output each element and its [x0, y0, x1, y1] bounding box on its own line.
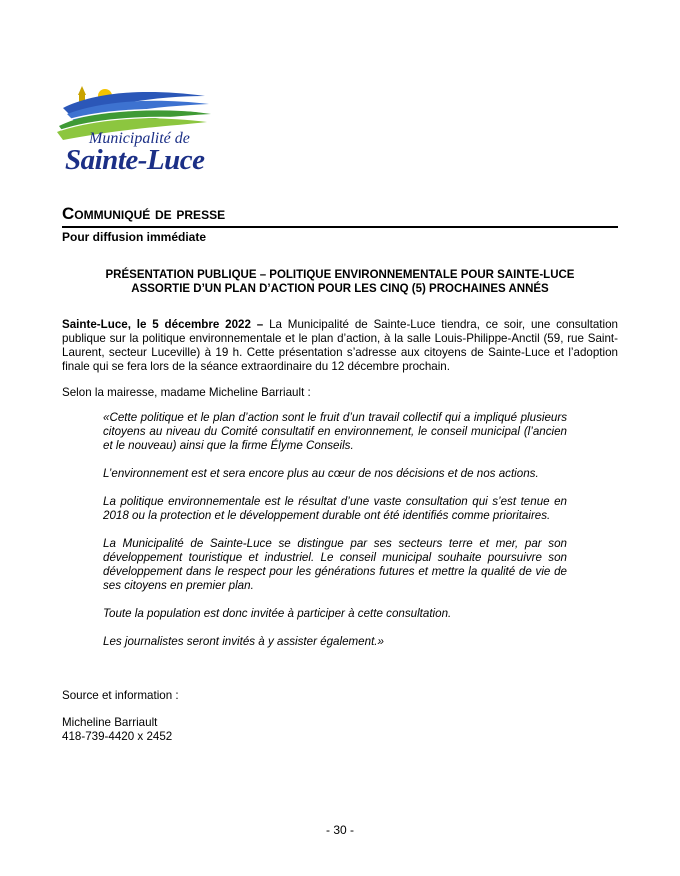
headline-line-1: PRÉSENTATION PUBLIQUE – POLITIQUE ENVIRONNEMENTALE POUR SAINTE-LUCE [105, 269, 575, 281]
contact-name: Micheline Barriault [62, 716, 158, 729]
release-notice: Pour diffusion immédiate [62, 230, 207, 244]
contact-block [62, 716, 172, 744]
headline-line-2: ASSORTIE D’UN PLAN D’ACTION POUR LES CINQ (5) PROCHAINES ANNÉS [131, 283, 549, 295]
opening-paragraph [62, 318, 618, 374]
dateline: Sainte-Luce, le 5 décembre 2022 – [62, 318, 264, 331]
quote-intro: Selon la mairesse, madame Micheline Barriault : [62, 386, 311, 399]
quote-paragraph: L’environnement est et sera encore plus au cœur de nos décisions et de nos actions. [103, 467, 539, 480]
mayor-quote [103, 411, 567, 663]
page-number: - 30 - [325, 823, 354, 837]
quote-paragraph: Les journalistes seront invités à y assister également.» [103, 635, 384, 648]
quote-paragraph: «Cette politique et le plan d’action sont le fruit d’un travail collectif qui a impliqué plusieurs citoyens au niveau du Comité consultatif en environnement, le conseil municipal (l’ancien et le nouveau) ainsi que la firme Élyme Conseils. [103, 411, 567, 452]
title-divider [62, 226, 618, 228]
opening-paragraph-text: La Municipalité de Sainte-Luce tiendra, ce soir, une consultation publique sur la politique environnementale et le plan d’action, à la salle Louis-Philippe-Anctil (59, rue Saint-Laurent, secteur Luceville) à 19 h. Cette présentation s’adresse aux citoyens de Sainte-Luce et l’adoption finale qui se fera lors de la séance extraordinaire du 12 décembre prochain. [62, 318, 618, 373]
logo-text-municipalite: Municipalité de [89, 130, 190, 147]
logo-text-sainte-luce: Sainte-Luce [65, 144, 205, 176]
quote-paragraph: La Municipalité de Sainte-Luce se distingue par ses secteurs terre et mer, par son développement touristique et industriel. Le conseil municipal souhaite poursuivre son développement dans le respect pour les générations futures et mettre la qualité de vie de ses citoyens en premier plan. [103, 537, 567, 592]
municipality-logo [55, 86, 215, 178]
press-release-title: Communiqué de presse [62, 204, 226, 223]
contact-phone: 418-739-4420 x 2452 [62, 730, 173, 743]
source-label: Source et information : [62, 689, 179, 702]
quote-paragraph: Toute la population est donc invitée à participer à cette consultation. [103, 607, 452, 620]
quote-paragraph: La politique environnementale est le résultat d’une vaste consultation qui s’est tenue en 2018 ou la protection et le développement durable ont été identifiés comme prioritaires. [103, 495, 567, 522]
headline [62, 268, 618, 296]
